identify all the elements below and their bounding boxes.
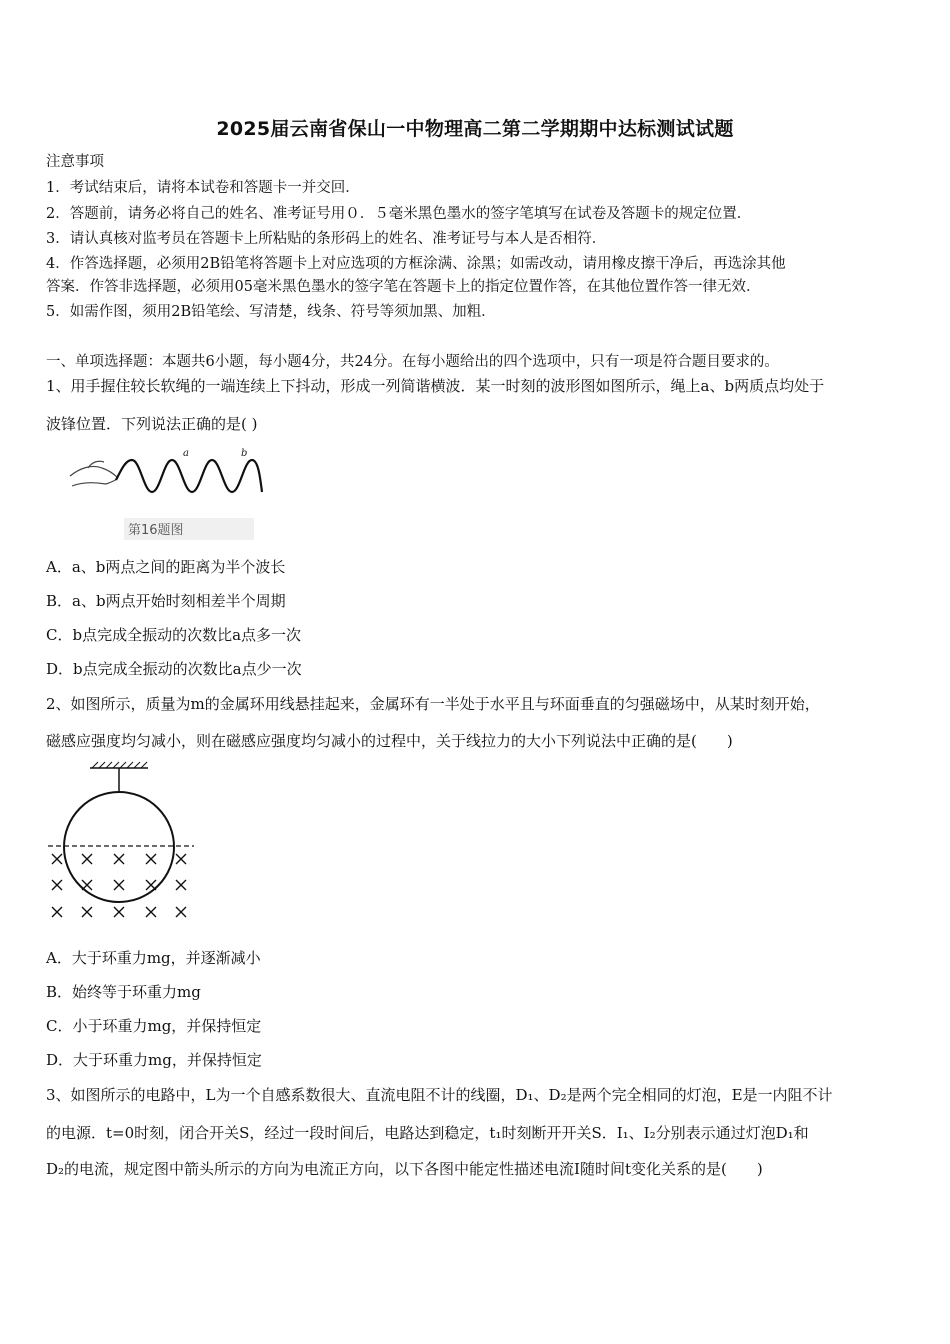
notice-item: 4．作答选择题，必须用2B铅笔将答题卡上对应选项的方框涂满、涂黑；如需改动，请用橡皮擦干净后，再选涂其他 xyxy=(46,256,786,272)
q3-stem-line: 的电源．t=0时刻，闭合开关S，经过一段时间后，电路达到稳定，t₁时刻断开开关S．I₁、I₂分别表示通过灯泡D₁和 xyxy=(46,1124,809,1142)
notice-item: 5．如需作图，须用2B铅笔绘、写清楚，线条、符号等须加黑、加粗． xyxy=(46,304,496,320)
q2-option: D．大于环重力mg，并保持恒定 xyxy=(46,1051,262,1069)
q2-option: A．大于环重力mg，并逐渐减小 xyxy=(46,949,261,967)
notice-item: 2．答题前，请务必将自己的姓名、准考证号用０．５毫米黑色墨水的签字笔填写在试卷及答题卡的规定位置． xyxy=(46,206,752,222)
notice-item: 1．考试结束后，请将本试卷和答题卡一并交回． xyxy=(46,180,360,196)
wave-point-a-label: a xyxy=(183,448,189,459)
wave-point-b-label: b xyxy=(241,448,248,459)
q1-stem-line: 波锋位置．下列说法正确的是( ) xyxy=(46,415,258,433)
notice-item: 3．请认真核对监考员在答题卡上所粘贴的条形码上的姓名、准考证号与本人是否相符． xyxy=(46,231,607,247)
q2-stem-line: 2、如图所示，质量为m的金属环用线悬挂起来，金属环有一半处于水平且与环面垂直的匀强磁场中，从某时刻开始， xyxy=(46,695,820,713)
magnetic-field-crosses xyxy=(52,854,186,917)
q1-option: B．a、b两点开始时刻相差半个周期 xyxy=(46,592,286,610)
notice-heading: 注意事项 xyxy=(46,154,104,170)
section-heading: 一、单项选择题：本题共6小题，每小题4分，共24分。在每小题给出的四个选项中，只有一项是符合题目要求的。 xyxy=(46,354,779,370)
notice-item: 答案．作答非选择题，必须用05毫米黑色墨水的签字笔在答题卡上的指定位置作答，在其他位置作答一律无效． xyxy=(46,279,761,295)
q1-option: D．b点完成全振动的次数比a点少一次 xyxy=(46,660,302,678)
q2-option: B．始终等于环重力mg xyxy=(46,983,201,1001)
page-title: 2025届云南省保山一中物理高二第二学期期中达标测试试题 xyxy=(216,118,734,140)
q3-stem-line: D₂的电流，规定图中箭头所示的方向为电流正方向，以下各图中能定性描述电流I随时间t变化关系的是( ) xyxy=(46,1160,763,1178)
ceiling-hatching xyxy=(92,762,147,768)
hand-illustration xyxy=(70,461,118,486)
wave-figure-caption: 第16题图 xyxy=(128,523,184,538)
q2-option: C．小于环重力mg，并保持恒定 xyxy=(46,1017,262,1035)
q2-stem-line: 磁感应强度均匀减小，则在磁感应强度均匀减小的过程中，关于线拉力的大小下列说法中正确的是( ) xyxy=(46,732,733,750)
q1-option: A．a、b两点之间的距离为半个波长 xyxy=(46,558,286,576)
q1-stem-line: 1、用手握住较长软绳的一端连续上下抖动，形成一列简谐横波．某一时刻的波形图如图所示，绳上a、b两质点均处于 xyxy=(46,377,825,395)
q1-wave-figure xyxy=(66,446,266,542)
q3-stem-line: 3、如图所示的电路中，L为一个自感系数很大、直流电阻不计的线圈，D₁、D₂是两个完全相同的灯泡，E是一内阻不计 xyxy=(46,1086,833,1104)
wave-curve xyxy=(116,460,262,492)
q2-ring-figure xyxy=(44,762,204,922)
q1-option: C．b点完成全振动的次数比a点多一次 xyxy=(46,626,302,644)
